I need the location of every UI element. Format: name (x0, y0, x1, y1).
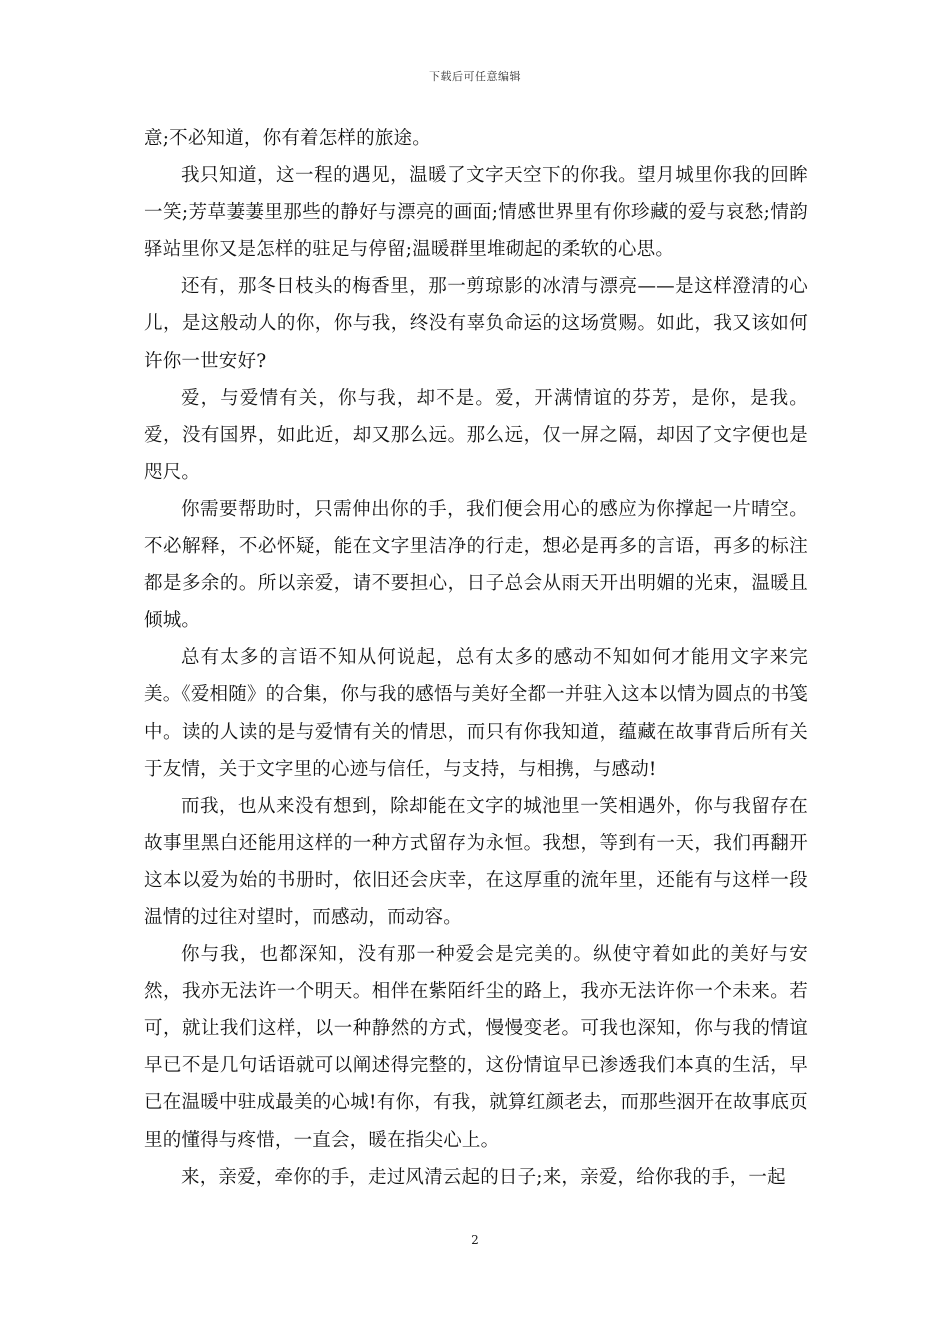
paragraph: 来，亲爱，牵你的手，走过风清云起的日子;来，亲爱，给你我的手，一起 (181, 1166, 786, 1188)
paragraph: 我只知道，这一程的遇见，温暖了文字天空下的你我。望月城里你我的回眸一笑;芳草萋萋里那些的静好与漂亮的画面;情感世界里有你珍藏的爱与哀愁;情韵驿站里你又是怎样的驻足与停留;温暖群里堆砌起的柔软的心思。 (144, 165, 808, 261)
paragraph: 爱，与爱情有关，你与我，却不是。爱，开满情谊的芬芳，是你，是我。爱，没有国界，如此近，却又那么远。那么远，仅一屏之隔，却因了文字便也是咫尺。 (144, 387, 808, 483)
paragraph-continued: 意;不必知道，你有着怎样的旅途。 (144, 128, 431, 149)
paragraph: 还有，那冬日枝头的梅香里，那一剪琼影的冰清与漂亮——是这样澄清的心儿，是这般动人的你，你与我，终没有辜负命运的这场赏赐。如此，我又该如何许你一世安好? (144, 276, 808, 372)
document-body (144, 120, 808, 1196)
paragraph: 你需要帮助时，只需伸出你的手，我们便会用心的感应为你撑起一片晴空。不必解释，不必怀疑，能在文字里洁净的行走，想必是再多的言语，再多的标注都是多余的。所以亲爱，请不要担心，日子总会从雨天开出明媚的光束，温暖且倾城。 (144, 498, 808, 632)
page-number: 2 (471, 1233, 479, 1247)
paragraph: 而我，也从来没有想到，除却能在文字的城池里一笑相遇外，你与我留存在故事里黑白还能用这样的一种方式留存为永恒。我想，等到有一天，我们再翻开这本以爱为始的书册时，依旧还会庆幸，在这厚重的流年里，还能有与这样一段温情的过往对望时，而感动，而动容。 (144, 795, 808, 928)
paragraph: 你与我，也都深知，没有那一种爱会是完美的。纵使守着如此的美好与安然，我亦无法许一个明天。相伴在紫陌纤尘的路上，我亦无法许你一个未来。若可，就让我们这样，以一种静然的方式，慢慢变老。可我也深知，你与我的情谊早已不是几句话语就可以阐述得完整的，这份情谊早已渗透我们本真的生活，早已在温暖中驻成最美的心城!有你，有我，就算红颜老去，而那些洇开在故事底页里的懂得与疼惜，一直会，暖在指尖心上。 (144, 944, 808, 1151)
paragraph: 总有太多的言语不知从何说起，总有太多的感动不知如何才能用文字来完美。《爱相随》的合集，你与我的感悟与美好全都一并驻入这本以情为圆点的书笺中。读的人读的是与爱情有关的情思，而只有你我知道，蕴藏在故事背后所有关于友情，关于文字里的心迹与信任，与支持，与相携，与感动! (144, 647, 808, 780)
page-header: 下载后可任意编辑 (429, 70, 521, 83)
